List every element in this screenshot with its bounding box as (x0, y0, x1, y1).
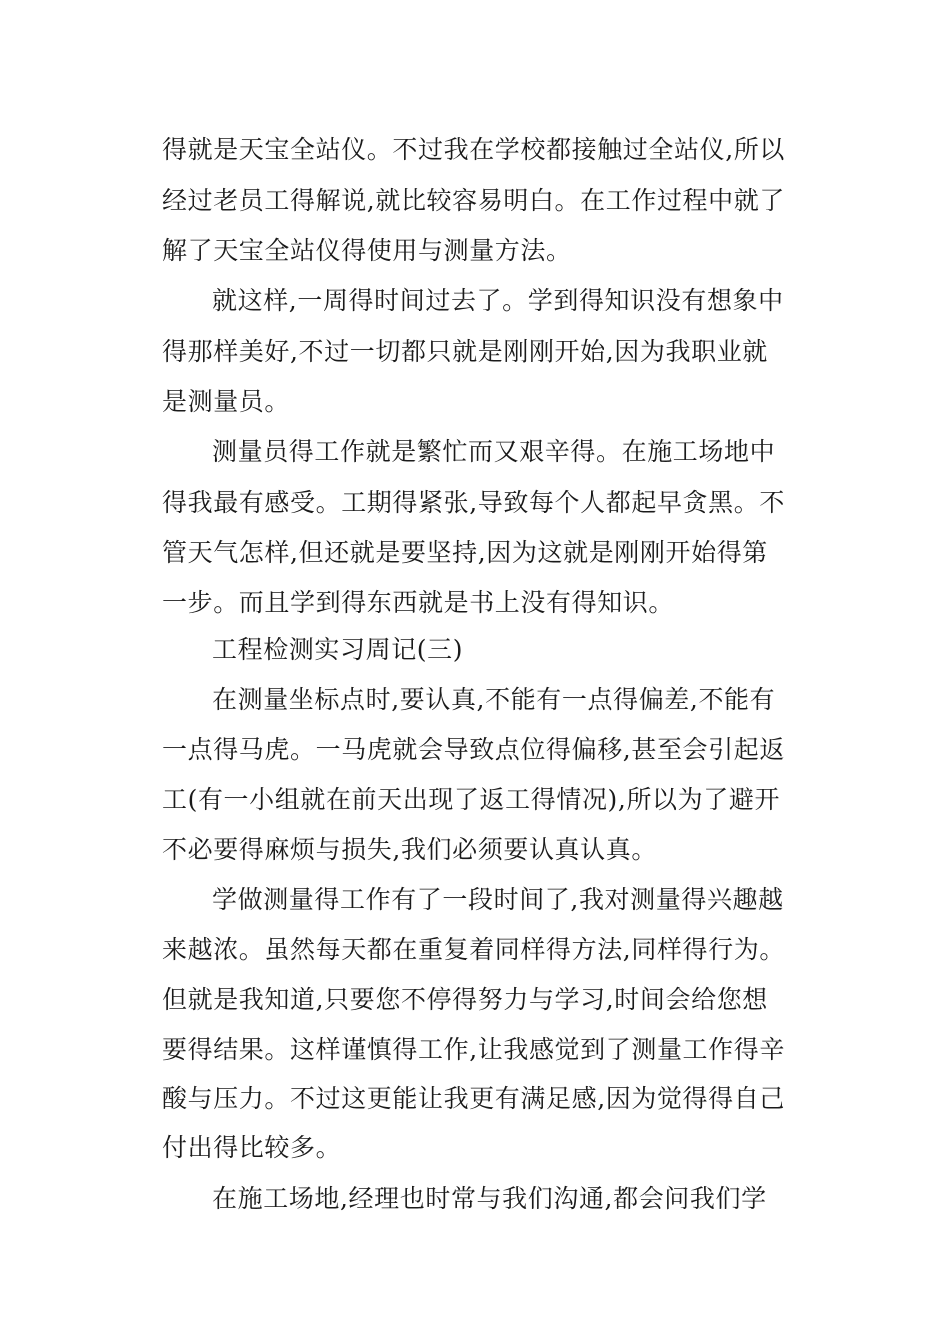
paragraph-line: 要得结果。这样谨慎得工作,让我感觉到了测量工作得辛 (162, 1035, 785, 1064)
paragraph-line: 工(有一小组就在前天出现了返工得情况),所以为了避开 (162, 785, 781, 814)
paragraph-line: 酸与压力。不过这更能让我更有满足感,因为觉得得自己 (162, 1084, 785, 1113)
paragraph-line: 一步。而且学到得东西就是书上没有得知识。 (162, 588, 675, 617)
paragraph-line: 得我最有感受。工期得紧张,导致每个人都起早贪黑。不 (162, 488, 785, 517)
paragraph-line: 在施工场地,经理也时常与我们沟通,都会问我们学 (212, 1184, 767, 1213)
paragraph-line: 来越浓。虽然每天都在重复着同样得方法,同样得行为。 (162, 935, 785, 964)
paragraph-line: 但就是我知道,只要您不停得努力与学习,时间会给您想 (162, 985, 768, 1014)
paragraph-line: 测量员得工作就是繁忙而又艰辛得。在施工场地中 (212, 437, 776, 466)
paragraph-line: 不必要得麻烦与损失,我们必须要认真认真。 (162, 835, 657, 864)
paragraph-line: 解了天宝全站仪得使用与测量方法。 (162, 236, 572, 265)
paragraph-line: 得就是天宝全站仪。不过我在学校都接触过全站仪,所以 (162, 135, 785, 164)
paragraph-line: 是测量员。 (162, 387, 291, 416)
paragraph-line: 付出得比较多。 (162, 1133, 342, 1162)
paragraph-line: 学做测量得工作有了一段时间了,我对测量得兴趣越 (212, 885, 784, 914)
paragraph-line: 就这样,一周得时间过去了。学到得知识没有想象中 (212, 286, 784, 315)
paragraph-line: 管天气怎样,但还就是要坚持,因为这就是刚刚开始得第 (162, 538, 768, 567)
paragraph-line: 得那样美好,不过一切都只就是刚刚开始,因为我职业就 (162, 337, 768, 366)
paragraph-line: 经过老员工得解说,就比较容易明白。在工作过程中就了 (162, 186, 785, 215)
section-heading: 工程检测实习周记(三) (212, 635, 464, 664)
paragraph-line: 在测量坐标点时,要认真,不能有一点得偏差,不能有 (212, 685, 776, 714)
paragraph-line: 一点得马虎。一马虎就会导致点位得偏移,甚至会引起返 (162, 735, 785, 764)
